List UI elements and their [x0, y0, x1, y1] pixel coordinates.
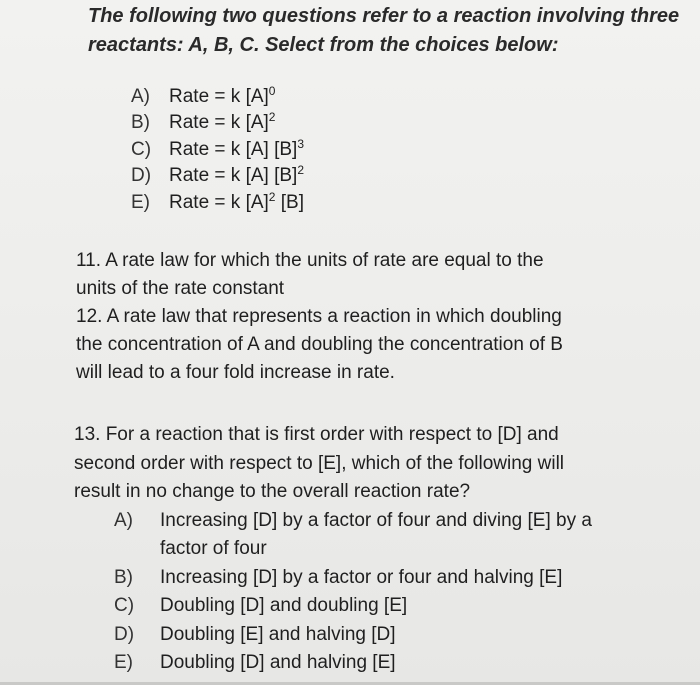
choice-exponent: 2 [268, 110, 276, 124]
choice-letter: C) [131, 139, 152, 160]
option-letter: B) [114, 567, 133, 588]
option-text-line-2: factor of four [160, 538, 267, 559]
choice-exponent: 2 [268, 190, 276, 204]
choice-b [131, 112, 275, 134]
choice-exponent: 2 [297, 163, 304, 177]
option-text-line-1: Doubling [D] and halving [E] [160, 652, 396, 673]
question-12-line-3: will lead to a four fold increase in rate. [76, 362, 395, 383]
question-13-option-c [114, 592, 674, 620]
choice-exponent: 3 [297, 137, 304, 151]
option-text-line-1: Increasing [D] by a factor of four and diving [E] by a [160, 510, 592, 531]
choice-letter: B) [131, 112, 150, 133]
question-13-option-b [114, 564, 674, 592]
option-letter: A) [114, 510, 133, 531]
question-12-line-2: the concentration of A and doubling the concentration of B [76, 334, 563, 355]
choice-rate: Rate = k [A] [B] [169, 139, 298, 160]
intro-line-2: reactants: A, B, C. Select from the choices below: [88, 34, 559, 56]
question-13-option-a [114, 507, 674, 565]
choice-letter: E) [131, 192, 150, 213]
intro-line-1: The following two questions refer to a reaction involving three [88, 5, 680, 27]
option-letter: E) [114, 652, 133, 673]
question-13-line-2: second order with respect to [E], which of the following will [74, 453, 565, 474]
choice-d [131, 165, 304, 187]
question-13-option-d [114, 621, 674, 649]
choice-exponent: 0 [268, 84, 276, 98]
choice-letter: A) [131, 86, 150, 107]
question-12-line-1: 12. A rate law that represents a reaction in which doubling [76, 306, 562, 327]
choice-letter: D) [131, 165, 152, 186]
option-text-line-1: Increasing [D] by a factor or four and halving [E] [160, 567, 563, 588]
option-letter: D) [114, 624, 135, 645]
option-text-wrapper [160, 507, 660, 563]
choice-a [131, 86, 275, 108]
question-11-line-2: units of the rate constant [76, 278, 285, 299]
choice-rate: Rate = k [A] [B] [169, 165, 298, 186]
option-text-line-1: Doubling [E] and halving [D] [160, 624, 396, 645]
question-13-line-1: 13. For a reaction that is first order with respect to [D] and [74, 424, 559, 445]
choice-rate: Rate = k [A] [169, 192, 269, 213]
option-letter: C) [114, 595, 135, 616]
choice-tail: [B] [275, 192, 304, 213]
question-13-option-e [114, 649, 674, 677]
choice-rate: Rate = k [A] [169, 112, 269, 133]
option-text-line-1: Doubling [D] and doubling [E] [160, 595, 408, 616]
question-13-line-3: result in no change to the overall reaction rate? [74, 481, 471, 502]
choice-rate: Rate = k [A] [169, 86, 269, 107]
question-11-line-1: 11. A rate law for which the units of rate are equal to the [76, 250, 544, 271]
choice-c [131, 139, 304, 161]
choice-e [131, 192, 304, 214]
